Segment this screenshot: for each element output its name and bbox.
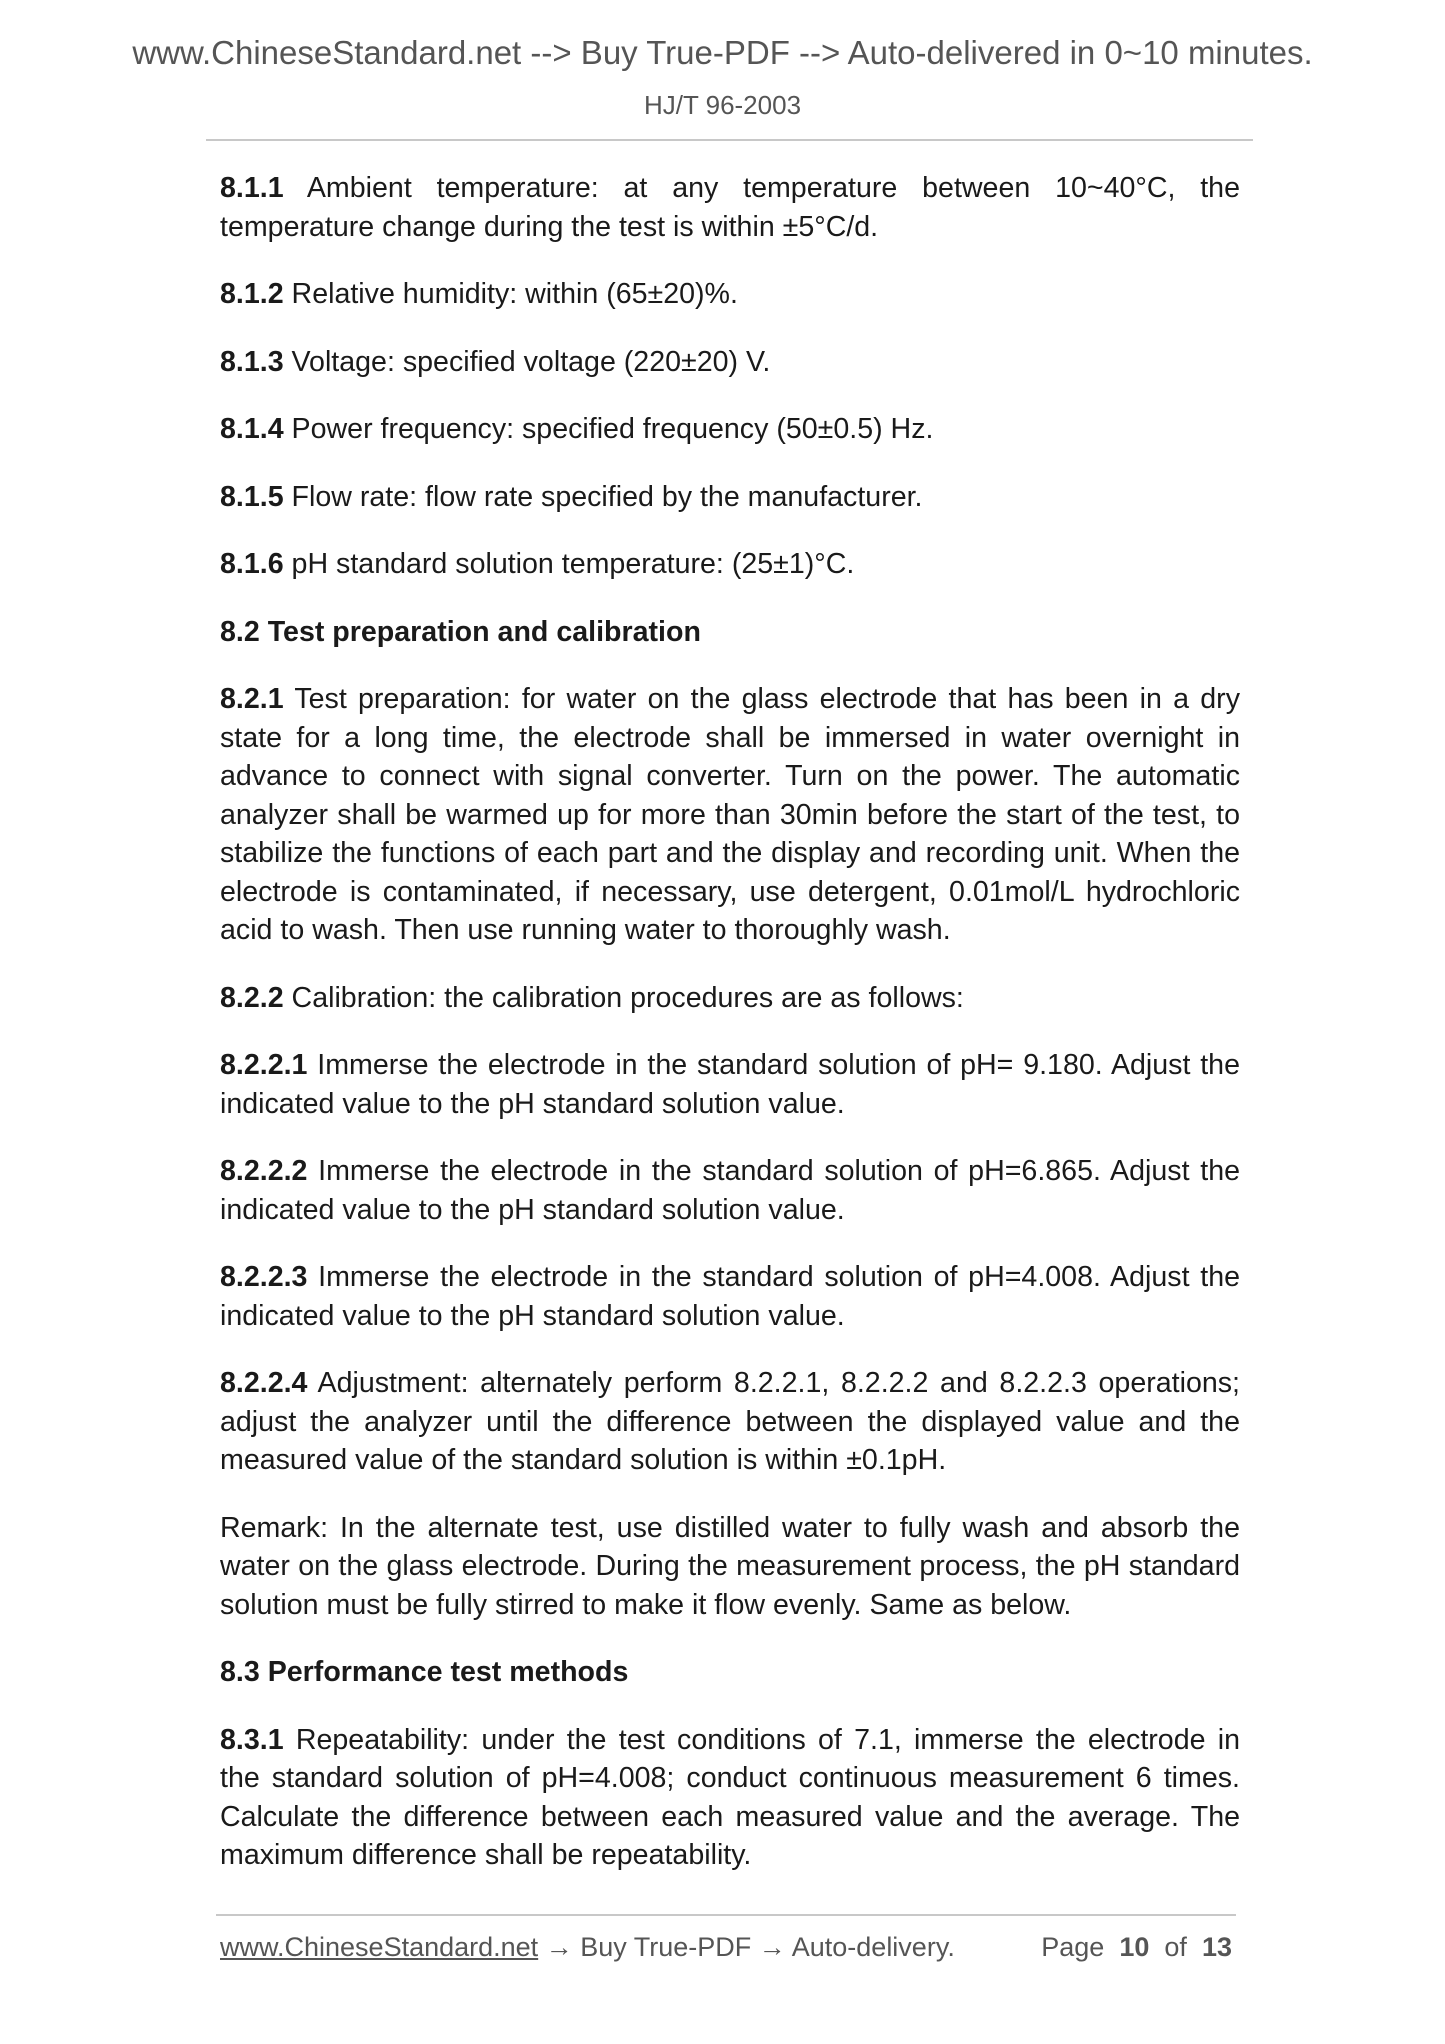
clause-number: 8.1.4: [220, 413, 284, 445]
site-banner: www.ChineseStandard.net --> Buy True-PDF --> Auto-delivered in 0~10 minutes.: [132, 34, 1313, 71]
clause-text: Immerse the electrode in the standard solution of pH=4.008. Adjust the indicated value to the pH standard solution value.: [220, 1261, 1240, 1332]
clause-number: 8.2.2.4: [220, 1367, 308, 1399]
clause-8-2-2-3: [220, 1258, 1240, 1335]
page-label: Page: [1041, 1932, 1105, 1962]
clause-text: Repeatability: under the test conditions of 7.1, immerse the electrode in the standard solution of pH=4.008; conduct continuous measurement 6 times. Calculate the difference between each measured value and the average. The maximum difference shall be repeatability.: [220, 1723, 1240, 1871]
footer-divider: [216, 1914, 1236, 1916]
header-divider: [206, 139, 1253, 141]
clause-number: 8.2.2: [220, 981, 284, 1014]
page-total: 13: [1201, 1932, 1232, 1962]
clause-8-2-1: [220, 680, 1240, 950]
remark: [220, 1509, 1240, 1625]
clause-text: Power frequency: specified frequency (50±0.5) Hz.: [283, 413, 934, 445]
clause-text: Relative humidity: within (65±20)%.: [283, 278, 738, 310]
clause-text: Calibration: the calibration procedures are as follows:: [283, 981, 964, 1014]
clause-text: Flow rate: flow rate specified by the manufacturer.: [283, 480, 923, 513]
clause-text: Voltage: specified voltage (220±20) V.: [283, 345, 771, 378]
clause-number: 8.1.6: [220, 548, 284, 580]
clause-text: Test preparation: for water on the glass electrode that has been in a dry state for a long time, the electrode shall be immersed in water overnight in advance to connect with signal converter. Turn on the power. The automatic analyzer shall be warmed up for more than 30min before the start of the test, to stabilize the functions of each part and the display and recording unit. When the electrode is contaminated, if necessary, use detergent, 0.01mol/L hydrochloric acid to wash. Then use running water to thoroughly wash.: [220, 683, 1240, 946]
clause-8-1-4: [220, 410, 1240, 449]
clause-number: 8.2.2.1: [220, 1049, 308, 1081]
clause-number: 8.2.2.2: [220, 1155, 308, 1187]
clause-number: 8.3.1: [220, 1723, 284, 1756]
footer-site-link[interactable]: www.ChineseStandard.net: [220, 1932, 539, 1962]
clause-8-1-3: [220, 343, 1240, 382]
clause-text: Ambient temperature: at any temperature between 10~40°C, the temperature change during the test is within ±5°C/d.: [220, 172, 1240, 243]
clause-8-1-2: [220, 275, 1240, 314]
clause-8-2-2-4: [220, 1364, 1240, 1480]
clause-number: 8.1.3: [220, 345, 284, 378]
clause-8-1-5: [220, 478, 1240, 517]
clause-8-2-2-1: [220, 1046, 1240, 1123]
clause-number: 8.2.1: [220, 683, 284, 715]
footer-promo: [220, 1932, 955, 1963]
section-heading-8-3: 8.3 Performance test methods: [220, 1656, 629, 1688]
footer-promo-text: → Buy True-PDF → Auto-delivery.: [538, 1932, 955, 1962]
clause-8-1-1: [220, 169, 1240, 246]
clause-8-1-6: [220, 545, 1240, 584]
document-body: [220, 169, 1240, 1904]
page-indicator: [1041, 1932, 1232, 1963]
clause-number: 8.1.1: [220, 172, 284, 204]
remark-text: Remark: In the alternate test, use distilled water to fully wash and absorb the water on the glass electrode. During the measurement process, the pH standard solution must be fully stirred to make it flow evenly. Same as below.: [220, 1511, 1240, 1621]
clause-number: 8.2.2.3: [220, 1261, 308, 1293]
clause-8-2-2-2: [220, 1152, 1240, 1229]
section-heading-8-2: 8.2 Test preparation and calibration: [220, 615, 701, 648]
of-label: of: [1164, 1932, 1187, 1962]
clause-number: 8.1.5: [220, 480, 284, 513]
clause-text: pH standard solution temperature: (25±1)°C.: [283, 548, 855, 580]
clause-number: 8.1.2: [220, 278, 284, 310]
clause-text: Immerse the electrode in the standard solution of pH= 9.180. Adjust the indicated value to the pH standard solution value.: [220, 1049, 1240, 1120]
page-current: 10: [1119, 1932, 1150, 1962]
clause-text: Adjustment: alternately perform 8.2.2.1, 8.2.2.2 and 8.2.2.3 operations; adjust the analyzer until the difference between the displayed value and the measured value of the standard solution is within ±0.1pH.: [220, 1367, 1240, 1476]
clause-8-3-1: [220, 1721, 1240, 1875]
document-id: HJ/T 96-2003: [643, 90, 802, 120]
clause-8-2-2: [220, 979, 1240, 1018]
clause-text: Immerse the electrode in the standard solution of pH=6.865. Adjust the indicated value to the pH standard solution value.: [220, 1155, 1240, 1226]
